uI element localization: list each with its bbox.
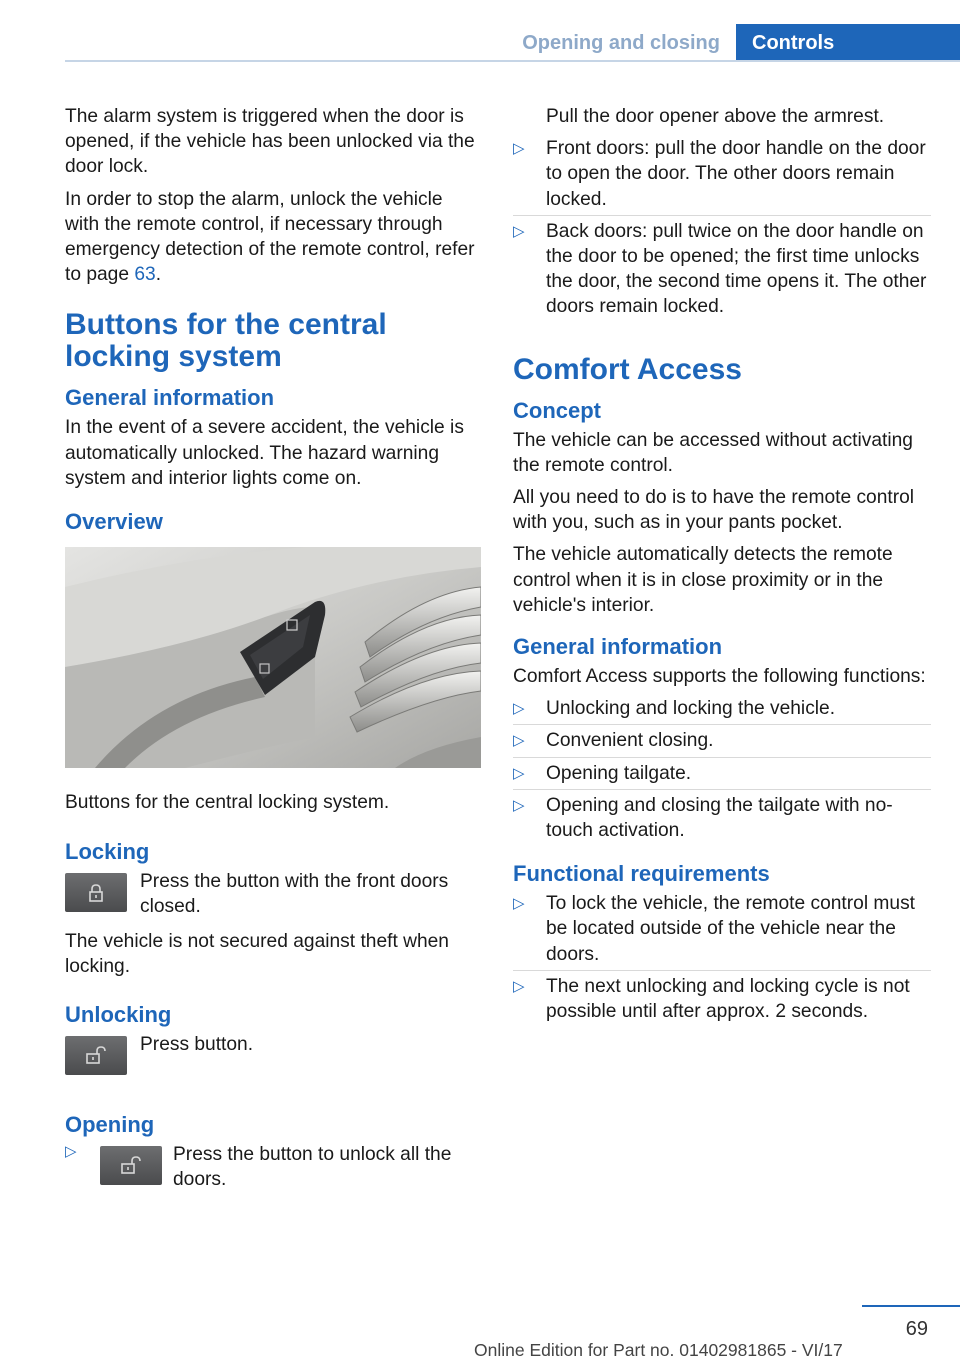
opening-list xyxy=(513,136,931,319)
section-title-central-locking: Buttons for the central locking system xyxy=(65,308,387,374)
unlock-button-image xyxy=(100,1146,162,1185)
bullet-triangle-icon: ▷ xyxy=(513,977,525,995)
subsection-unlocking: Unlocking xyxy=(65,1001,172,1027)
list-item-text: Opening and closing the tailgate with no-touch activation. xyxy=(546,794,893,842)
intro-paragraph-2 xyxy=(65,187,481,288)
page-number: 69 xyxy=(905,1318,928,1340)
unlocking-instruction xyxy=(65,1032,481,1084)
intro-period: . xyxy=(155,264,162,286)
list-item xyxy=(513,728,931,753)
right-column xyxy=(513,104,931,1031)
subsection-general-information: General information xyxy=(513,634,723,660)
page-link[interactable]: 63 xyxy=(134,264,156,286)
list-item-text: Front doors: pull the door handle on the door to open the door. The other doors remain locked. xyxy=(546,138,926,210)
list-item xyxy=(513,891,931,967)
list-item-text: Unlocking and locking the vehicle. xyxy=(546,698,836,720)
unlock-icon xyxy=(84,1044,108,1066)
requirements-list xyxy=(513,891,931,1024)
locking-instruction xyxy=(65,869,481,921)
unlocking-text: Press button. xyxy=(140,1033,254,1055)
central-locking-buttons-photo xyxy=(65,547,481,768)
subsection-overview: Overview xyxy=(65,509,163,535)
list-item-text: Back doors: pull twice on the door handle on the door to be opened; the first time unlocks the door, the second time opens it. The other doors remain locked. xyxy=(546,220,927,318)
footer-rule xyxy=(862,1305,960,1307)
unlock-button-image xyxy=(65,1036,127,1075)
left-column xyxy=(65,104,481,1202)
bullet-triangle-icon: ▷ xyxy=(513,764,525,782)
subsection-functional-requirements: Functional requirements xyxy=(513,861,770,887)
bullet-triangle-icon: ▷ xyxy=(513,895,525,913)
list-item-text: Convenient closing. xyxy=(546,730,714,752)
lock-icon xyxy=(85,882,107,904)
list-item xyxy=(513,761,931,786)
door-panel-illustration xyxy=(65,547,481,768)
list-item-text: Opening tailgate. xyxy=(546,762,692,784)
header-rule xyxy=(65,60,960,62)
bullet-triangle-icon: ▷ xyxy=(513,732,525,750)
list-item xyxy=(513,696,931,721)
list-item xyxy=(513,793,931,843)
unlock-icon xyxy=(119,1154,143,1176)
list-item xyxy=(513,974,931,1024)
list-item-text: To lock the vehicle, the remote control must be located outside of the vehicle near the doors. xyxy=(546,893,915,965)
section-title-comfort-access: Comfort Access xyxy=(513,352,742,386)
general-information-text: Comfort Access supports the following functions: xyxy=(513,666,926,688)
functions-list xyxy=(513,696,931,843)
subsection-general-information: General information xyxy=(65,385,275,411)
opening-text: Press the button to unlock all the doors. xyxy=(173,1143,452,1190)
bullet-triangle-icon: ▷ xyxy=(513,140,525,158)
bullet-triangle-icon: ▷ xyxy=(513,222,525,240)
bullet-triangle-icon: ▷ xyxy=(513,700,525,718)
general-information-text: In the event of a severe accident, the vehicle is automatically unlocked. The hazard warning system and interior lights come on. xyxy=(65,417,464,489)
opening-continued-text: Pull the door opener above the armrest. xyxy=(546,106,885,127)
list-item xyxy=(513,136,931,212)
running-header-section: Opening and closing xyxy=(522,32,720,54)
subsection-locking: Locking xyxy=(65,839,150,865)
intro-text: In order to stop the alarm, unlock the vehicle with the remote control, if necessary through emergency detection of the remote control, refer to page xyxy=(65,188,475,286)
intro-paragraph-1: The alarm system is triggered when the door is opened, if the vehicle has been unlocked via the door lock. xyxy=(65,106,475,178)
locking-note: The vehicle is not secured against theft when locking. xyxy=(65,931,449,978)
concept-paragraph-3: The vehicle automatically detects the remote control when it is in close proximity or in the vehicle's interior. xyxy=(513,544,893,616)
subsection-opening: Opening xyxy=(65,1111,155,1137)
concept-paragraph-1: The vehicle can be accessed without activating the remote control. xyxy=(513,429,913,476)
list-item-text: The next unlocking and locking cycle is not possible until after approx. 2 seconds. xyxy=(546,975,910,1023)
bullet-triangle-icon: ▷ xyxy=(65,1142,77,1160)
concept-paragraph-2: All you need to do is to have the remote control with you, such as in your pants pocket. xyxy=(513,487,915,534)
bullet-triangle-icon: ▷ xyxy=(513,796,525,814)
subsection-concept: Concept xyxy=(513,397,601,423)
opening-instruction xyxy=(65,1142,481,1194)
edition-note: Online Edition for Part no. 01402981865 - VI/17 xyxy=(474,1340,843,1360)
lock-button-image xyxy=(65,873,127,912)
locking-text: Press the button with the front doors closed. xyxy=(140,871,449,918)
list-item xyxy=(513,219,931,320)
photo-caption: Buttons for the central locking system. xyxy=(65,792,390,814)
running-header-tab: Controls xyxy=(736,24,960,62)
